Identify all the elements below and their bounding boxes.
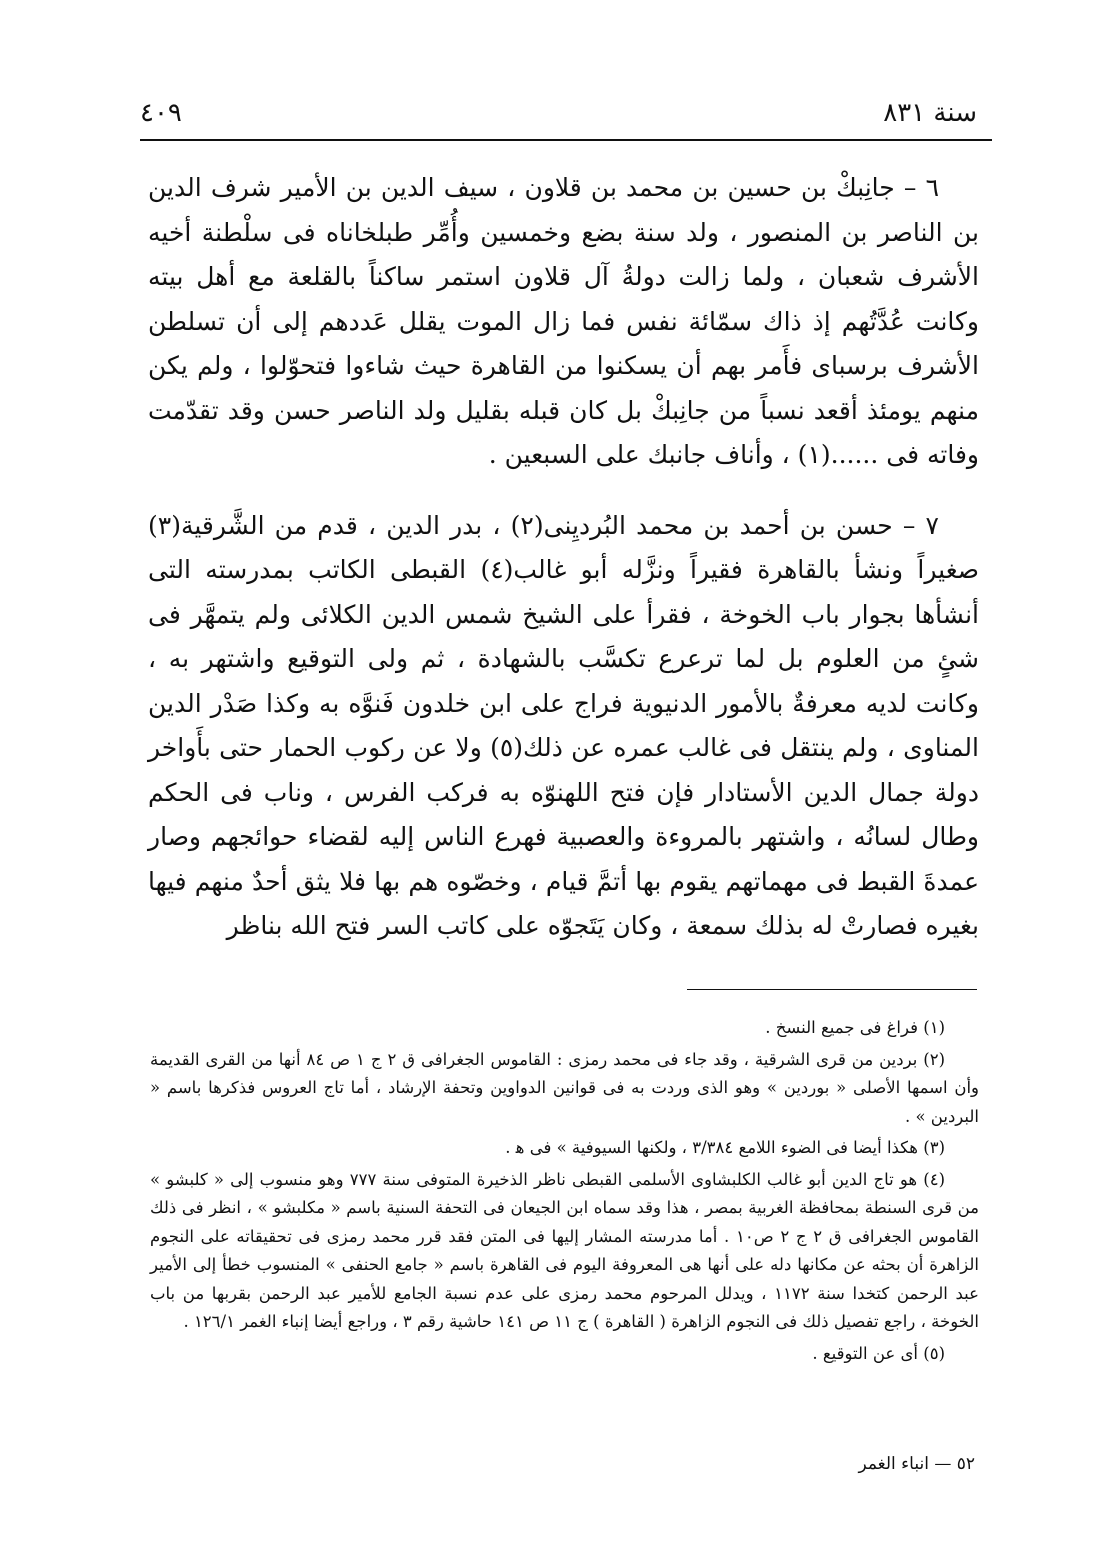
entry-paragraph: ٧ – حسن بن أحمد بن محمد البُرديِنى(٢) ، بدر الدين ، قدم من الشَّرقية(٣) صغيراً ونشأ بالقاهرة فقيراً ونزَّله أبو غالب(٤) القبطى الكاتب بمدرسته التى أنشأها بجوار باب الخوخة ، فقرأ على الشيخ شمس الدين الكلائى ولم يتمهَّر فى شئٍ من العلوم بل لما ترعرع تكسَّب بالشهادة ، ثم ولى التوقيع واشتهر به ، وكانت لديه معرفةٌ بالأمور الدنيوية فراج على ابن خلدون فَنوَّه به وكذا صَدْر الدين المناوى ، ولم ينتقل فى غالب عمره عن ذلك(٥) ولا عن ركوب الحمار حتى بأَواخر دولة جمال الدين الأستادار فإن فتح اللهنوّه به فركب الفرس ، وناب فى الحكم وطال لسانُه ، واشتهر بالمروءة والعصبية فهرع الناس إليه لقضاء حوائجهم وصار عمدةَ القبط فى مهماتهم يقوم بها أتمَّ قيام ، وخصّوه هم بها فلا يثق أحدٌ منهم فيها بغيره فصارتْ له بذلك سمعة ، وكان يَتَجوّه على كاتب السر فتح الله بناظر — [148, 510, 980, 940]
footnote: (٤) هو تاج الدين أبو غالب الكلبشاوى الأسلمى القبطى ناظر الذخيرة المتوفى سنة ٧٧٧ وهو منسوب إلى « كلبشو » من قرى السنطة بمحافظة الغربية بمصر ، هذا وقد سماه ابن الجيعان فى التحفة السنية باسم « مكلبشو » ، انظر فى ذلك القاموس الجغرافى ق ٢ ج ٢ ص١٠ . أما مدرسته المشار إليها فى المتن فقد قرر محمد رمزى فى تحقيقاته على النجوم الزاهرة أن بحثه عن مكانها دله على أنها هى المعروفة اليوم فى القاهرة باسم « جامع الحنفى » المنسوب خطأ إلى الأمير عبد الرحمن كتخدا سنة ١١٧٢ ، ويدلل المرحوم محمد رمزى على عدم نسبة الجامع للأمير عبد الرحمن بقربها من باب الخوخة ، راجع تفصيل ذلك فى النجوم الزاهرة ( القاهرة ) ج ١١ ص ١٤١ حاشية رقم ٣ ، وراجع أيضا إنباء الغمر ١٢٦/١ . — [150, 1169, 980, 1331]
page-number: ٤٠٩ — [140, 98, 182, 128]
footnote: (٢) بردين من قرى الشرقية ، وقد جاء فى محمد رمزى : القاموس الجغرافى ق ٢ ج ١ ص ٨٤ أنها من القرى القديمة وأن اسمها الأصلى « بوردين » وهو الذى وردت به فى قوانين الدواوين وتحفة الإرشاد ، أما تاج العروس فذكرها باسم « البردين » . — [150, 1049, 979, 1126]
footnote: (٣) هكذا أيضا فى الضوء اللامع ٣/٣٨٤ ، ولكنها السيوفية » فى ﻫ . — [505, 1138, 945, 1157]
running-header — [140, 95, 977, 131]
footnotes — [150, 1014, 979, 1368]
footnote: (١) فراغ فى جميع النسخ . — [765, 1018, 945, 1037]
header-rule — [140, 139, 992, 141]
printer-signature: ٥٢ — انباء الغمر — [858, 1454, 975, 1474]
year-label: سنة ٨٣١ — [883, 98, 977, 128]
footnote: (٥) أى عن التوقيع . — [812, 1343, 945, 1363]
footnote-rule — [687, 989, 977, 990]
entry-paragraph: ٦ – جانِبكْ بن حسين بن محمد بن قلاون ، سيف الدين بن الأمير شرف الدين بن الناصر بن المنصور ، ولد سنة بضع وخمسين وأُمِّر طبلخاناه فى سلْطنة أخيه الأشرف شعبان ، ولما زالت دولةُ آل قلاون استمر ساكناً بالقلعة مع أهل بيته وكانت عُدَّتُهم إذ ذاك سمّائة نفس فما زال الموت يقلل عَددهم إلى أن تسلطن الأشرف برسباى فأَمر بهم أن يسكنوا من القاهرة حيث شاءوا فتحوّلوا ، ولم يكن منهم يومئذ أقعد نسباً من جانِبكْ بل كان قبله بقليل ولد الناصر حسن وقد تقدّمت وفاته فى ......(١) ، وأناف جانبك على السبعين . — [148, 173, 980, 469]
main-text — [148, 166, 979, 949]
